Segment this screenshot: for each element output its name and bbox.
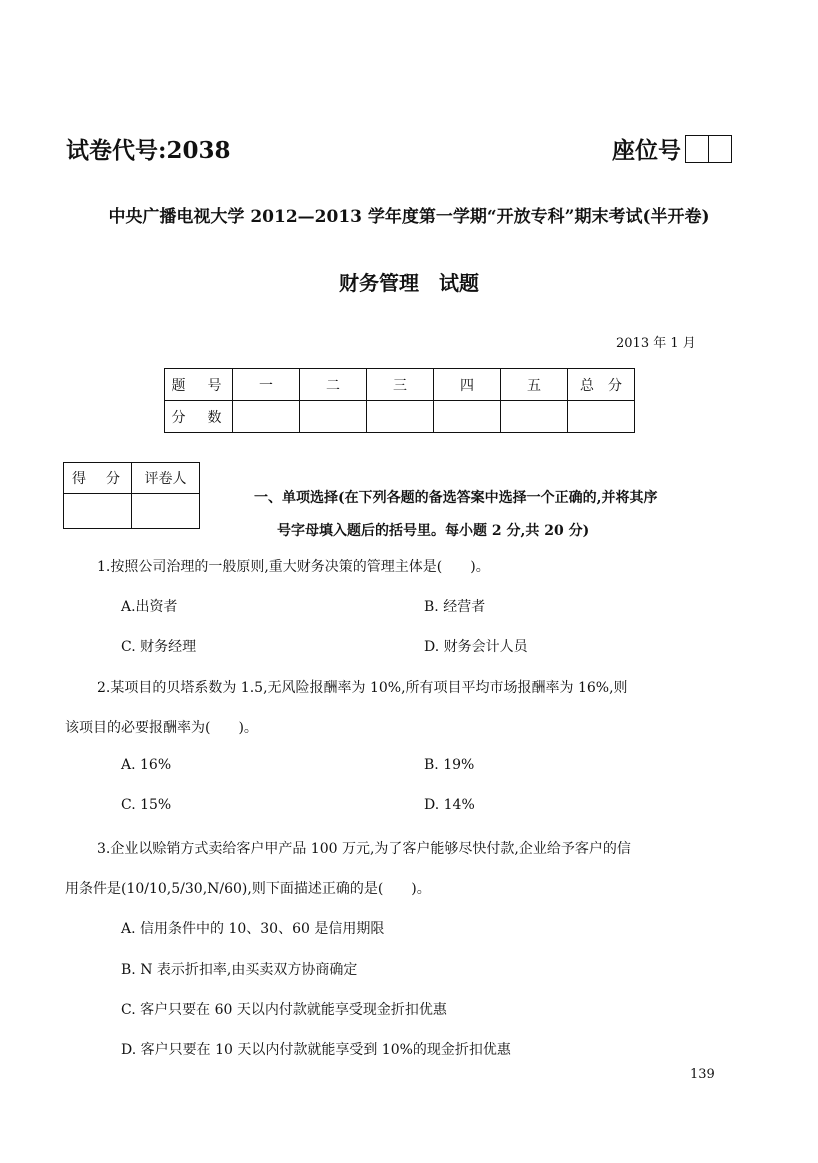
page-number: 139: [690, 1067, 715, 1082]
section-heading: 一、单项选择(在下列各题的备选答案中选择一个正确的,并将其序: [254, 490, 658, 506]
score-table-col-5: 五: [501, 369, 568, 401]
score-table-score-row: [165, 401, 635, 433]
score-cell: [233, 401, 300, 433]
score-table-header-row: [165, 369, 635, 401]
grader-name-cell: [132, 494, 200, 529]
grader-table: [63, 462, 200, 529]
section-heading-cont: 号字母填入题后的括号里。每小题 2 分,共 20 分): [277, 523, 590, 539]
question-1-option-b: B. 经营者: [424, 599, 486, 615]
score-cell: [300, 401, 367, 433]
score-cell: [434, 401, 501, 433]
score-cell: [568, 401, 635, 433]
score-table-col-1: 一: [233, 369, 300, 401]
question-3-text-cont: 用条件是(10/10,5/30,N/60),则下面描述正确的是( )。: [65, 881, 431, 897]
question-2-option-b: B. 19%: [424, 757, 475, 773]
subject-title: 财务管理 试题: [339, 271, 479, 295]
question-3-option-c: C. 客户只要在 60 天以内付款就能享受现金折扣优惠: [121, 1002, 447, 1018]
seat-label: 座位号: [612, 137, 681, 164]
question-3-text: 3.企业以赊销方式卖给客户甲产品 100 万元,为了客户能够尽快付款,企业给予客户的信: [97, 841, 631, 857]
score-table-col-3: 三: [367, 369, 434, 401]
question-1-option-c: C. 财务经理: [121, 639, 197, 655]
grader-score-cell: [64, 494, 132, 529]
question-3-option-a: A. 信用条件中的 10、30、60 是信用期限: [121, 921, 385, 937]
score-table-col-total: 总 分: [568, 369, 635, 401]
question-1-text: 1.按照公司治理的一般原则,重大财务决策的管理主体是( )。: [97, 559, 490, 575]
question-2-option-a: A. 16%: [121, 757, 172, 773]
exam-date: 2013 年 1 月: [616, 336, 696, 351]
question-3-option-b: B. N 表示折扣率,由买卖双方协商确定: [121, 962, 358, 978]
seat-box-2: [708, 135, 732, 163]
score-table-col-2: 二: [300, 369, 367, 401]
question-2-option-d: D. 14%: [424, 797, 475, 813]
question-2-text-cont: 该项目的必要报酬率为( )。: [65, 720, 258, 736]
score-table: [164, 368, 635, 433]
score-cell: [367, 401, 434, 433]
question-2-option-c: C. 15%: [121, 797, 172, 813]
score-table-row-label: 题 号: [165, 369, 233, 401]
question-1-option-a: A.出资者: [121, 599, 178, 615]
score-table-row-label: 分 数: [165, 401, 233, 433]
question-1-option-d: D. 财务会计人员: [424, 639, 528, 655]
exam-title: 中央广播电视大学 2012—2013 学年度第一学期“开放专科”期末考试(半开卷): [108, 207, 710, 227]
seat-number-field: [612, 132, 732, 165]
seat-box-1: [685, 135, 709, 163]
grader-name-label: 评卷人: [132, 463, 200, 494]
question-2-text: 2.某项目的贝塔系数为 1.5,无风险报酬率为 10%,所有项目平均市场报酬率为 16%,则: [97, 680, 628, 696]
paper-code: 试卷代号:2038: [66, 137, 231, 164]
score-cell: [501, 401, 568, 433]
grader-score-label: 得 分: [64, 463, 132, 494]
question-3-option-d: D. 客户只要在 10 天以内付款就能享受到 10%的现金折扣优惠: [121, 1042, 511, 1058]
score-table-col-4: 四: [434, 369, 501, 401]
